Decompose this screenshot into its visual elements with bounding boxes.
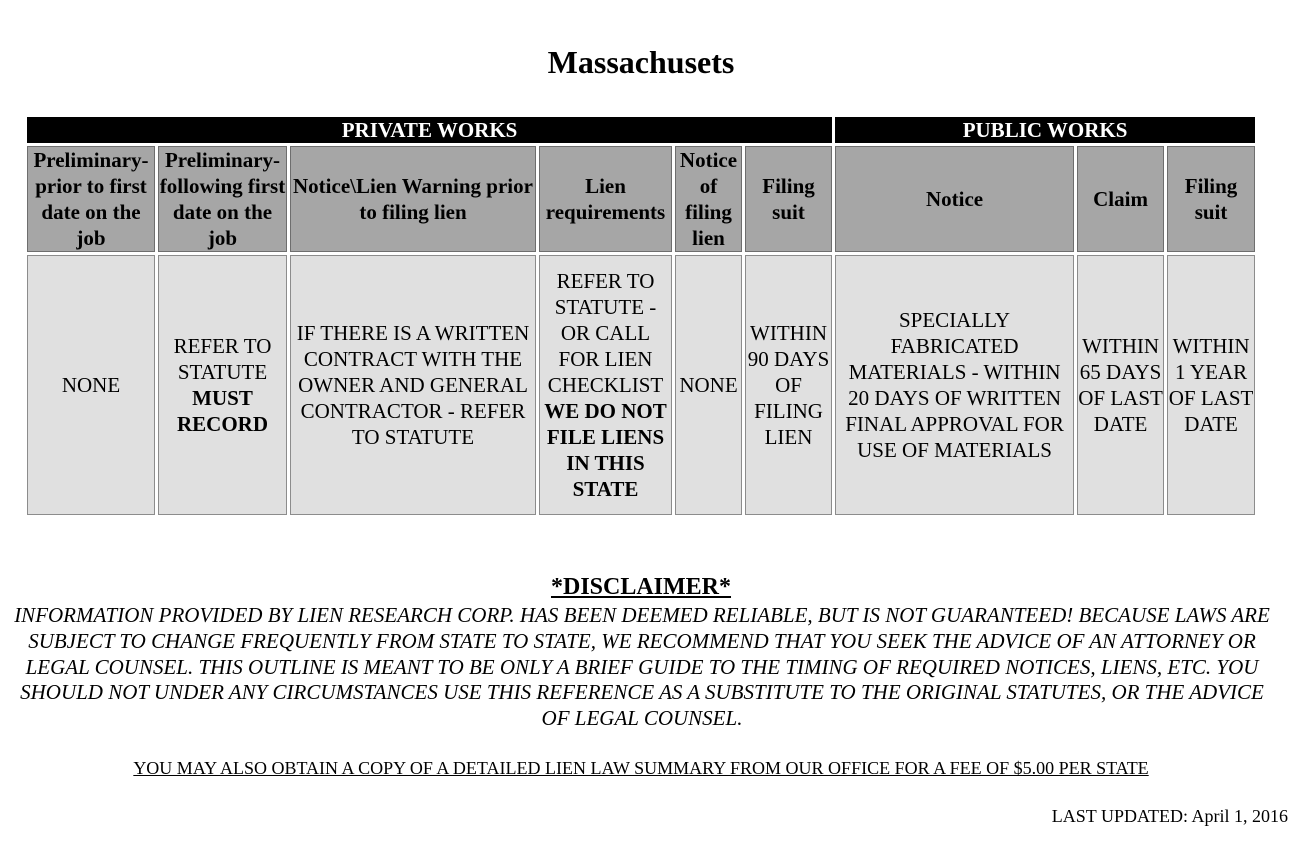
last-updated (1052, 806, 1288, 827)
col-header-filing-suit: Filing suit (745, 146, 832, 252)
cell-lien-requirements-emphasis: WE DO NOT FILE LIENS IN THIS STATE (544, 399, 667, 501)
col-header-public-notice: Notice (835, 146, 1074, 252)
cell-public-claim: WITHIN 65 DAYS OF LAST DATE (1077, 255, 1164, 515)
col-header-notice-warning: Notice\Lien Warning prior to filing lien (290, 146, 536, 252)
cell-public-notice: SPECIALLY FABRICATED MATERIALS - WITHIN 20 DAYS OF WRITTEN FINAL APPROVAL FOR USE OF MATERIALS (835, 255, 1074, 515)
table-row (27, 255, 1255, 515)
cell-notice-filing: NONE (675, 255, 742, 515)
cell-prelim-following-text: REFER TO STATUTE (173, 334, 272, 384)
private-works-header: PRIVATE WORKS (27, 117, 832, 143)
public-works-header: PUBLIC WORKS (835, 117, 1255, 143)
col-header-prelim-prior: Preliminary-prior to first date on the job (27, 146, 155, 252)
lien-summary-link[interactable]: YOU MAY ALSO OBTAIN A COPY OF A DETAILED LIEN LAW SUMMARY FROM OUR OFFICE FOR A FEE OF $5.00 PER STATE (133, 758, 1149, 778)
cell-lien-requirements (539, 255, 672, 515)
cell-filing-suit: WITHIN 90 DAYS OF FILING LIEN (745, 255, 832, 515)
cell-public-filing-suit: WITHIN 1 YEAR OF LAST DATE (1167, 255, 1255, 515)
col-header-lien-requirements: Lien requirements (539, 146, 672, 252)
column-header-row (27, 146, 1255, 252)
cell-notice-warning: IF THERE IS A WRITTEN CONTRACT WITH THE OWNER AND GENERAL CONTRACTOR - REFER TO STATUTE (290, 255, 536, 515)
summary-link-row (0, 758, 1282, 779)
col-header-notice-filing: Notice of filing lien (675, 146, 742, 252)
disclaimer-body: INFORMATION PROVIDED BY LIEN RESEARCH CORP. HAS BEEN DEEMED RELIABLE, BUT IS NOT GUARANTEED! BECAUSE LAWS ARE SUBJECT TO CHANGE FREQUENTLY FROM STATE TO STATE, WE RECOMMEND THAT YOU SEEK THE ADVICE OF AN ATTORNEY OR LEGAL COUNSEL. THIS OUTLINE IS MEANT TO BE ONLY A BRIEF GUIDE TO THE TIMING OF REQUIRED NOTICES, LIENS, ETC. YOU SHOULD NOT UNDER ANY CIRCUMSTANCES USE THIS REFERENCE AS A SUBSTITUTE TO THE ORIGINAL STATUTES, OR THE ADVICE OF LEGAL COUNSEL. (14, 603, 1270, 731)
last-updated-label: LAST UPDATED: (1051, 806, 1188, 826)
cell-lien-requirements-text: REFER TO STATUTE - OR CALL FOR LIEN CHECKLIST (547, 269, 664, 397)
cell-prelim-following (158, 255, 287, 515)
col-header-public-filing-suit: Filing suit (1167, 146, 1255, 252)
cell-prelim-prior: NONE (27, 255, 155, 515)
cell-prelim-following-emphasis: MUST RECORD (176, 386, 268, 436)
col-header-prelim-following: Preliminary-following first date on the job (159, 148, 286, 250)
group-header-row (27, 117, 1255, 143)
page-title: Massachusets (547, 44, 735, 80)
last-updated-date: April 1, 2016 (1191, 806, 1288, 826)
lien-table (24, 114, 1258, 518)
disclaimer-title: *DISCLAIMER* (550, 574, 732, 600)
col-header-public-claim: Claim (1077, 146, 1164, 252)
